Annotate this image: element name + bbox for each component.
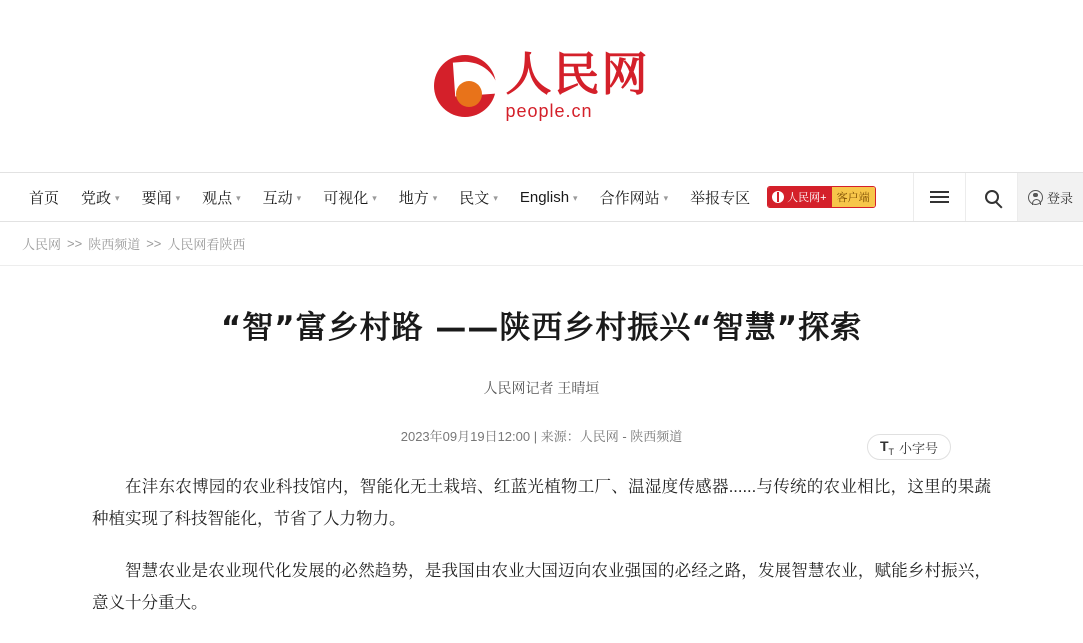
- logo-text-en: people.cn: [505, 101, 593, 122]
- nav-item-label: 举报专区: [690, 189, 751, 207]
- nav-item-label: 观点: [202, 189, 233, 207]
- login-button[interactable]: [1017, 173, 1083, 221]
- chevron-down-icon: ▾: [573, 192, 578, 203]
- nav-item-label: 合作网站: [599, 189, 660, 207]
- chevron-down-icon: ▾: [115, 192, 120, 203]
- breadcrumb: [0, 222, 1083, 266]
- nav-item-party[interactable]: [70, 173, 131, 221]
- chevron-down-icon: ▾: [296, 192, 302, 203]
- app-download-badge[interactable]: [767, 186, 875, 208]
- font-size-label: 小字号: [899, 440, 939, 456]
- user-account-icon: [1028, 190, 1043, 205]
- chevron-down-icon: ▾: [493, 192, 498, 203]
- nav-item-label: 地方: [398, 189, 429, 207]
- nav-item-label: English: [519, 188, 570, 206]
- chevron-down-icon: ▾: [236, 192, 241, 203]
- site-logo[interactable]: [434, 46, 650, 122]
- app-badge-right-label: 客户端: [832, 187, 875, 207]
- app-badge-left-label: 人民网+: [787, 192, 827, 204]
- nav-item-opinion[interactable]: [191, 173, 252, 221]
- nav-item-label: 要闻: [141, 189, 172, 207]
- breadcrumb-separator: >>: [67, 236, 83, 251]
- nav-item-partners[interactable]: [589, 173, 680, 221]
- nav-item-label: 首页: [29, 189, 60, 207]
- hamburger-menu-icon: [930, 188, 949, 206]
- chevron-down-icon: ▾: [372, 192, 377, 203]
- login-label: 登录: [1046, 190, 1073, 206]
- nav-item-interactive[interactable]: [252, 173, 313, 221]
- font-size-icon: $T_T$: [879, 437, 895, 457]
- nav-item-label: 可视化: [323, 189, 369, 207]
- article-paragraph: 智慧农业是农业现代化发展的必然趋势，是我国由农业大国迈向农业强国的必经之路，发展智慧农业，赋能乡村振兴，意义十分重大。: [92, 562, 991, 613]
- chevron-down-icon: ▾: [175, 192, 181, 203]
- nav-item-local[interactable]: [388, 173, 449, 221]
- nav-item-label: 民文: [459, 189, 490, 207]
- nav-item-label: 互动: [262, 189, 293, 207]
- site-header: [0, 0, 1083, 172]
- font-size-button[interactable]: [867, 434, 951, 460]
- chevron-down-icon: ▾: [663, 192, 669, 203]
- breadcrumb-item-section[interactable]: 人民网看陕西: [167, 237, 246, 252]
- article-meta: 2023年09月19日12:00 | 来源：人民网 - 陕西频道: [400, 428, 683, 444]
- breadcrumb-item-home[interactable]: 人民网: [22, 237, 62, 252]
- logo-text-cn: 人民网: [505, 46, 650, 101]
- article-byline: 人民网记者 王晴垣: [483, 379, 600, 396]
- breadcrumb-separator: >>: [146, 236, 162, 251]
- nav-item-home[interactable]: [18, 173, 70, 221]
- nav-item-label: 党政: [81, 189, 112, 207]
- nav-item-topnews[interactable]: [131, 173, 192, 221]
- search-button[interactable]: [965, 173, 1017, 221]
- people-cn-logo-icon: [434, 55, 496, 117]
- breadcrumb-item-channel[interactable]: 陕西频道: [88, 237, 141, 252]
- nav-item-ethnic[interactable]: [448, 173, 509, 221]
- nav-item-english[interactable]: [509, 173, 589, 221]
- page-title: “智”富乡村路 ——陕西乡村振兴“智慧”探索: [220, 310, 863, 346]
- article-paragraph: 在沣东农博园的农业科技馆内，智能化无土栽培、红蓝光植物工厂、温湿度传感器......与传统的农业相比，这里的果蔬种植实现了科技智能化，节省了人力物力。: [92, 477, 991, 529]
- chevron-down-icon: ▾: [432, 192, 438, 203]
- nav-item-visualization[interactable]: [312, 173, 388, 221]
- search-icon: [985, 190, 999, 204]
- hamburger-menu-button[interactable]: [913, 173, 965, 221]
- nav-item-report[interactable]: [679, 173, 761, 221]
- people-app-icon: [772, 191, 784, 203]
- article-body: [0, 308, 1083, 620]
- main-nav: [0, 172, 1083, 222]
